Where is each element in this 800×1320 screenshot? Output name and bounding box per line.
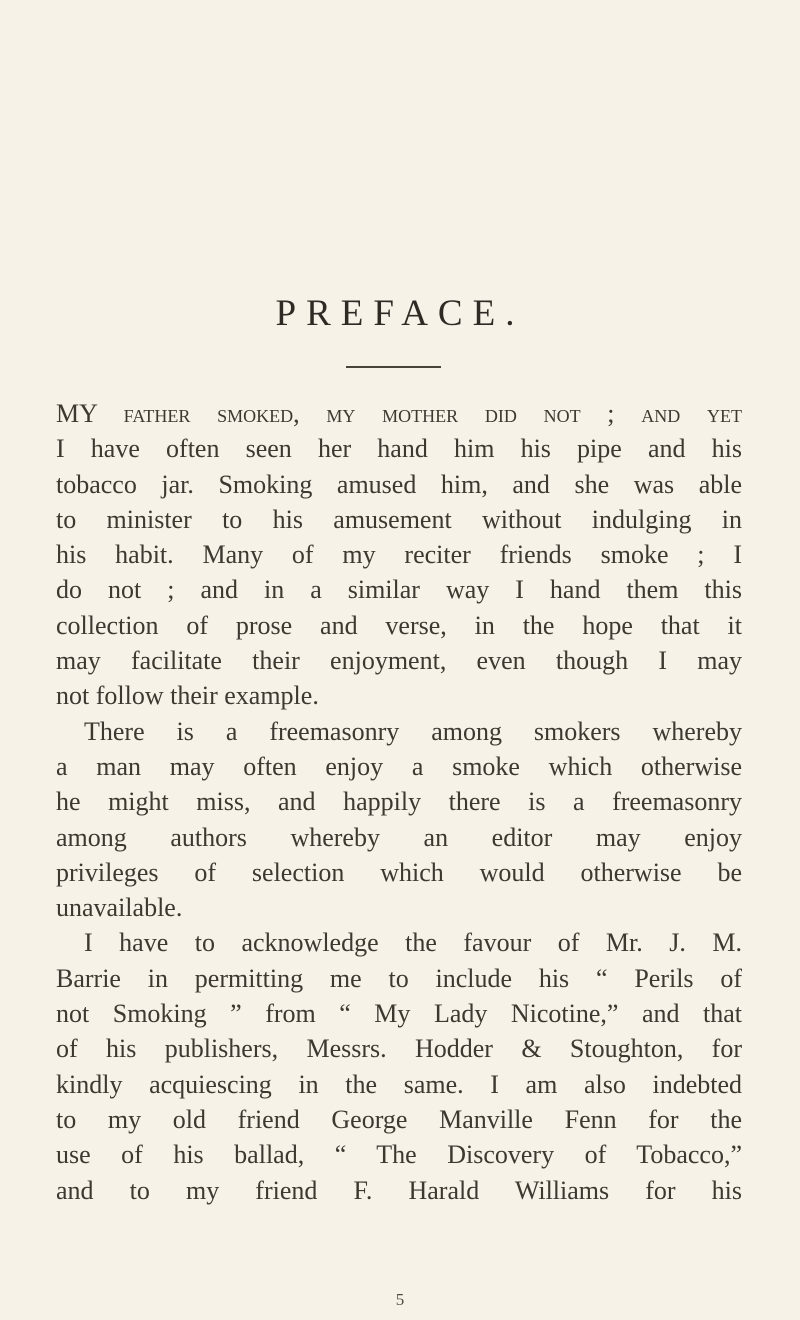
text-line: among authors whereby an editor may enjoy (56, 822, 742, 852)
text-line: not Smoking ” from “ My Lady Nicotine,” and that (56, 999, 742, 1029)
text-line: I have often seen her hand him his pipe and his (56, 434, 742, 464)
preface-body (56, 396, 742, 1208)
text-line: not follow their example. (56, 681, 319, 711)
text-line: collection of prose and verse, in the hope that it (56, 610, 742, 640)
text-line: a man may often enjoy a smoke which otherwise (56, 751, 742, 781)
title-rule (346, 366, 441, 368)
text-line: do not ; and in a similar way I hand them this (56, 575, 742, 605)
text-line: use of his ballad, “ The Discovery of Tobacco,” (56, 1140, 742, 1170)
text-line: I have to acknowledge the favour of Mr. J. M. (84, 928, 742, 958)
text-line: unavailable. (56, 893, 183, 923)
text-line: kindly acquiescing in the same. I am also indebted (56, 1069, 742, 1099)
text-line: his habit. Many of my reciter friends smoke ; I (56, 540, 742, 570)
page-title: PREFACE. (275, 293, 525, 334)
text-line: and to my friend F. Harald Williams for his (56, 1175, 742, 1205)
text-line: Barrie in permitting me to include his “ Perils of (56, 963, 742, 993)
text-line: may facilitate their enjoyment, even though I may (56, 646, 742, 676)
text-line: of his publishers, Messrs. Hodder & Stoughton, for (56, 1034, 742, 1064)
text-line: to my old friend George Manville Fenn for the (56, 1104, 742, 1134)
text-line: MY father smoked, my mother did not ; and yet (56, 399, 742, 428)
text-line: There is a freemasonry among smokers whereby (84, 716, 742, 746)
text-line: to minister to his amusement without indulging in (56, 504, 742, 534)
text-line: he might miss, and happily there is a freemasonry (56, 787, 742, 817)
text-line: tobacco jar. Smoking amused him, and she was able (56, 469, 742, 499)
text-line: privileges of selection which would otherwise be (56, 857, 742, 887)
page-number: 5 (395, 1290, 405, 1309)
